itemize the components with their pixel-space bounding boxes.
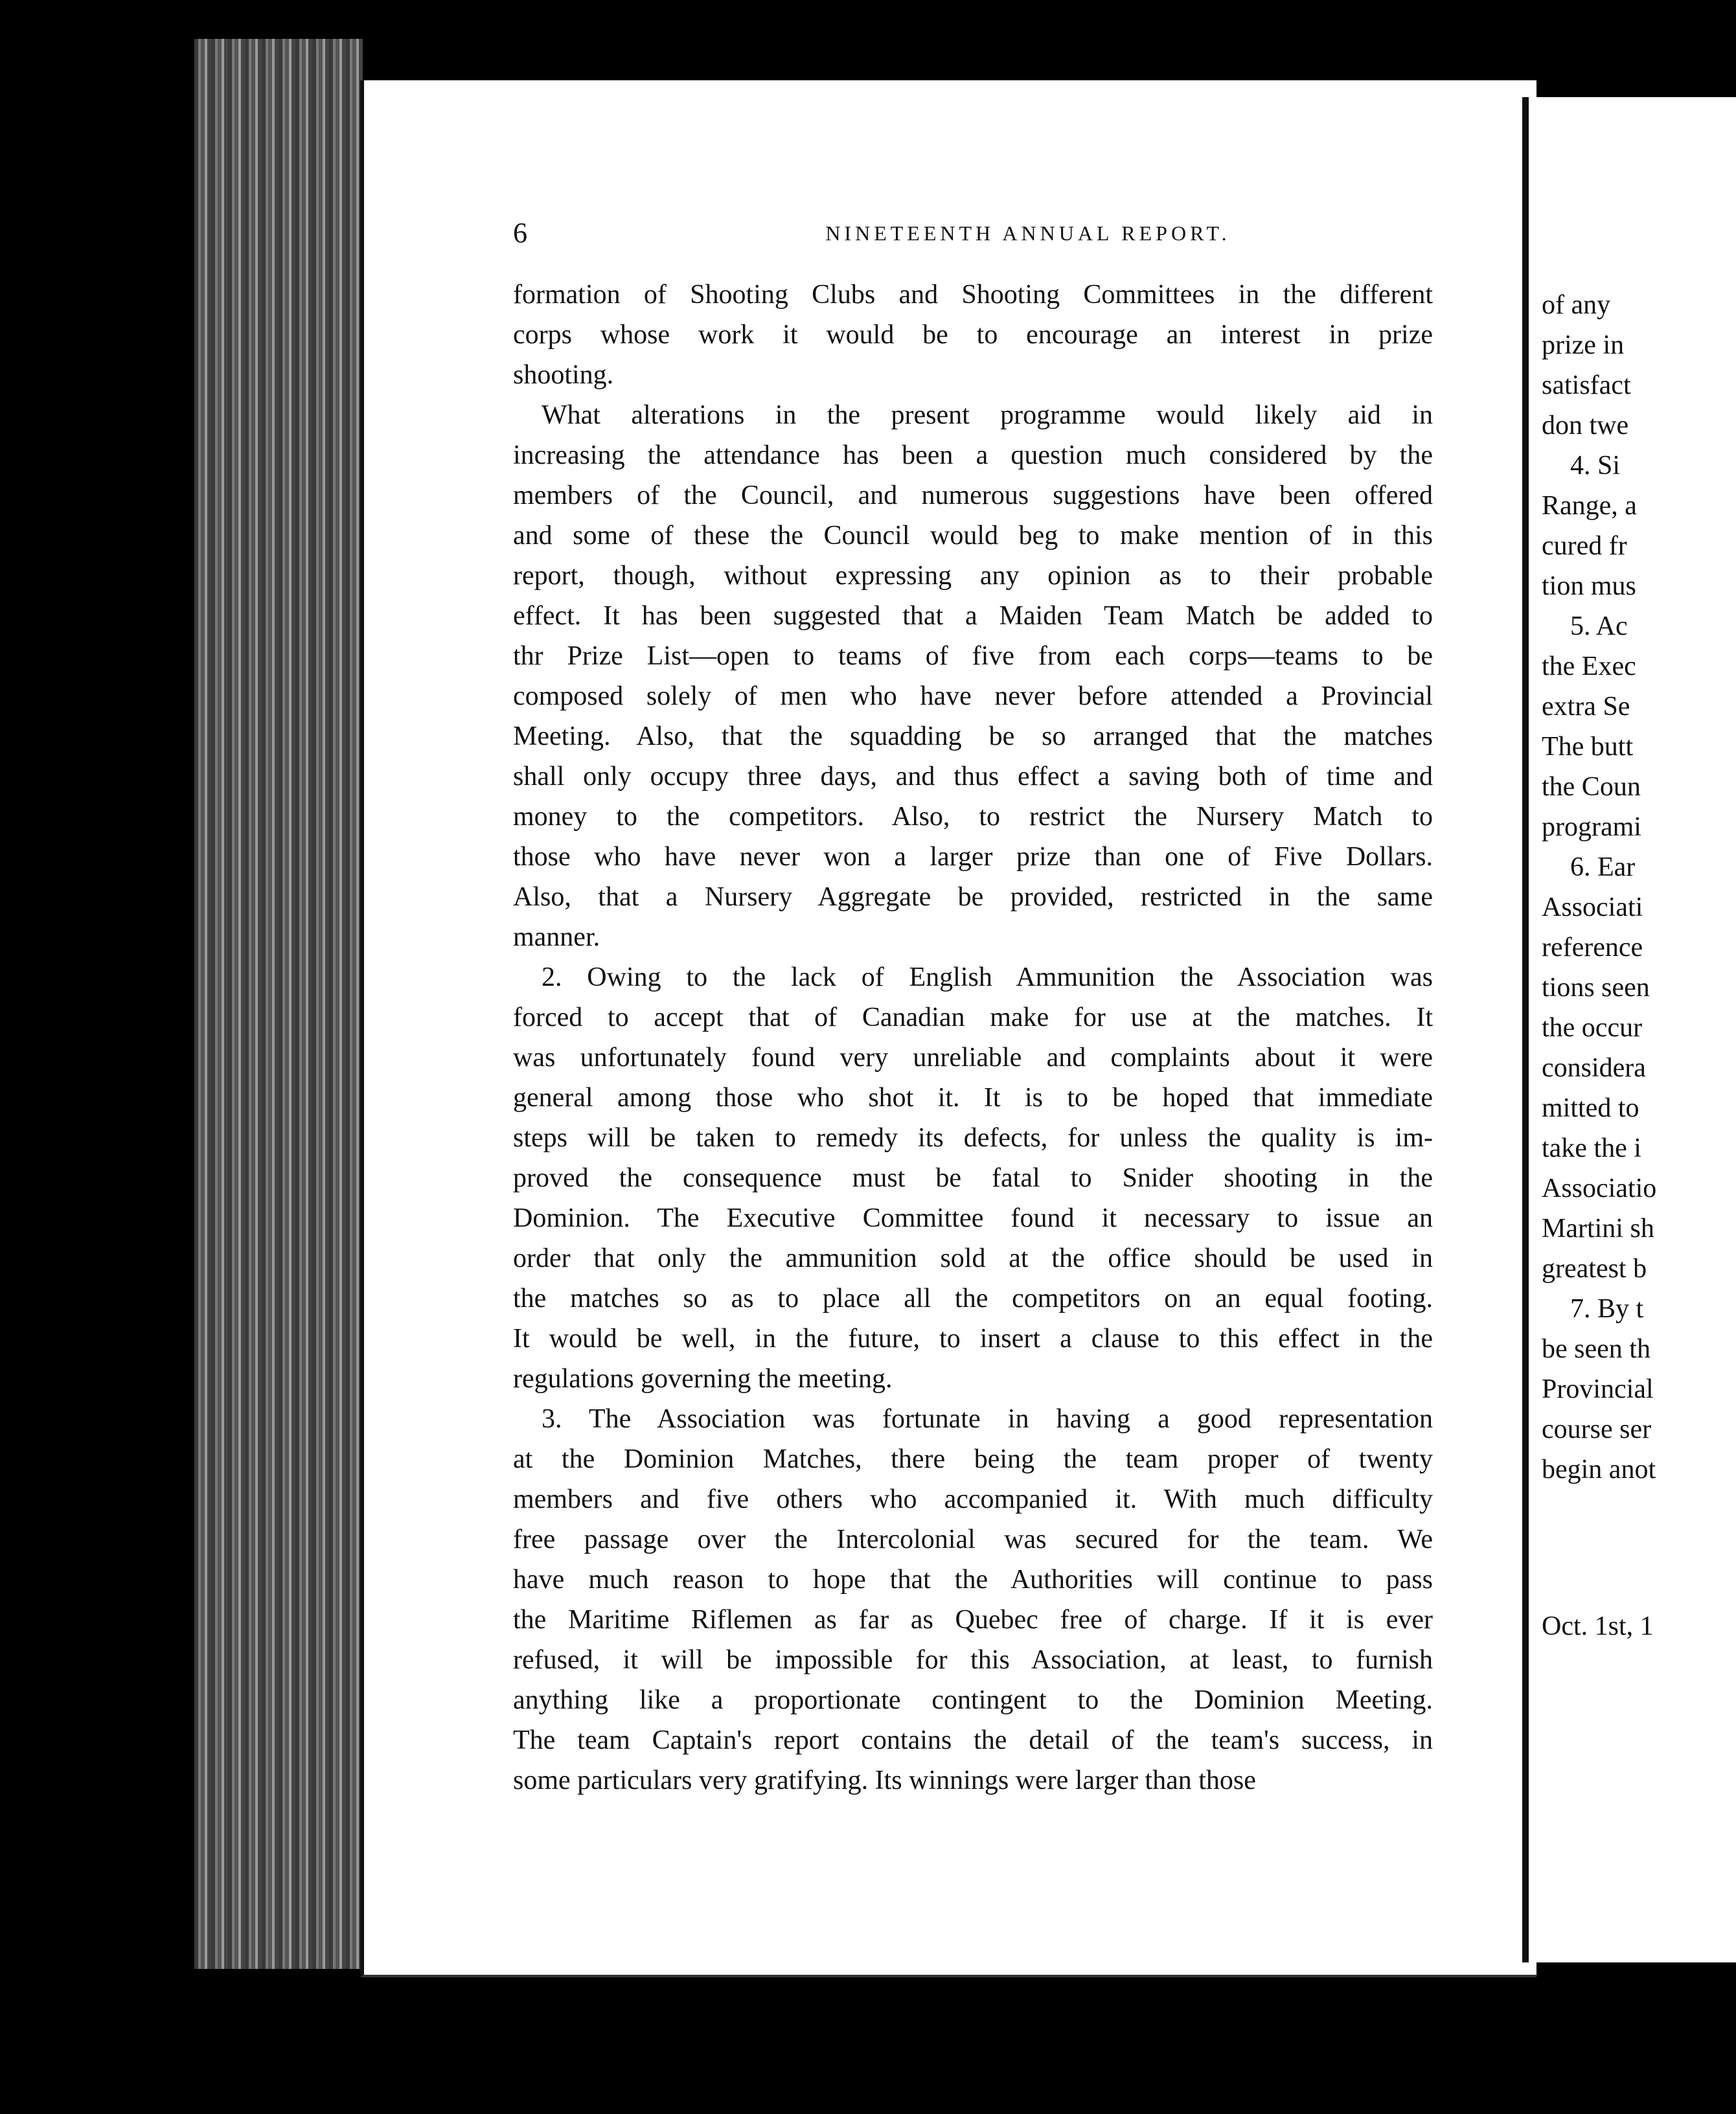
text-line: some particulars very gratifying. Its winnings were larger than those (513, 1766, 1256, 1795)
text-line: manner. (513, 922, 600, 952)
facing-text-line: 6. Ear (1570, 852, 1636, 882)
running-head (513, 216, 1543, 268)
facing-text-line: Range, a (1542, 491, 1637, 521)
text-line: and some of these the Council would beg to make mention of in this (513, 521, 1433, 551)
text-line: those who have never won a larger prize than one of Five Dollars. (513, 842, 1433, 872)
text-line: thr Prize List—open to teams of five from each corps—teams to be (513, 641, 1433, 671)
paragraph (513, 957, 1433, 1399)
facing-text-line: considera (1542, 1053, 1646, 1083)
text-line: report, though, without expressing any opinion as to their probable (513, 561, 1433, 591)
book-page-edges (194, 39, 363, 1969)
facing-text-line: be seen th (1542, 1334, 1650, 1364)
text-line: The team Captain's report contains the detail of the team's success, in (513, 1725, 1433, 1755)
facing-text-line: course ser (1542, 1415, 1652, 1444)
text-line: It would be well, in the future, to insert a clause to this effect in the (513, 1324, 1433, 1354)
facing-text-line: take the i (1542, 1133, 1641, 1163)
facing-text-line: satisfact (1542, 370, 1631, 400)
facing-page-text (1542, 285, 1736, 1646)
paragraph (513, 395, 1433, 957)
facing-text-line: begin anot (1542, 1455, 1656, 1484)
facing-text-line: programi (1542, 812, 1641, 842)
text-line: Meeting. Also, that the squadding be so arranged that the matches (513, 722, 1433, 751)
text-line: increasing the attendance has been a question much considered by the (513, 440, 1433, 470)
facing-date: Oct. 1st, 1 (1542, 1611, 1654, 1641)
text-line: Also, that a Nursery Aggregate be provided, restricted in the same (513, 882, 1433, 912)
text-line: Dominion. The Executive Committee found it necessary to issue an (513, 1203, 1433, 1233)
facing-text-line: tions seen (1542, 973, 1650, 1003)
text-line: was unfortunately found very unreliable and complaints about it were (513, 1043, 1433, 1073)
text-line: effect. It has been suggested that a Maiden Team Match be added to (513, 601, 1433, 631)
facing-text-line: The butt (1542, 732, 1634, 762)
text-line: forced to accept that of Canadian make for use at the matches. It (513, 1003, 1433, 1032)
facing-text-line: greatest b (1542, 1254, 1647, 1284)
facing-text-line: of any (1542, 290, 1611, 320)
text-line: shall only occupy three days, and thus effect a saving both of time and (513, 762, 1433, 791)
facing-text-line: extra Se (1542, 692, 1630, 722)
text-line: 2. Owing to the lack of English Ammunition the Association was (542, 962, 1433, 992)
facing-text-line: prize in (1542, 330, 1625, 360)
text-line: money to the competitors. Also, to restrict the Nursery Match to (513, 802, 1433, 832)
facing-text-line: tion mus (1542, 571, 1636, 601)
text-line: refused, it will be impossible for this Association, at least, to furnish (513, 1645, 1433, 1675)
text-line: at the Dominion Matches, there being the team proper of twenty (513, 1444, 1433, 1474)
text-line: shooting. (513, 360, 614, 390)
facing-text-line: 7. By t (1570, 1294, 1644, 1324)
facing-text-line: Provincial (1542, 1374, 1654, 1404)
facing-text-line: reference (1542, 933, 1643, 962)
facing-text-line: 4. Si (1570, 451, 1621, 481)
facing-text-line: Associatio (1542, 1174, 1657, 1203)
facing-text-line: Martini sh (1542, 1214, 1654, 1244)
text-line: members of the Council, and numerous suggestions have been offered (513, 481, 1433, 510)
paragraph (513, 275, 1433, 395)
facing-text-line: cured fr (1542, 531, 1627, 561)
text-line: free passage over the Intercolonial was secured for the team. We (513, 1525, 1433, 1554)
text-line: anything like a proportionate contingent to the Dominion Meeting. (513, 1685, 1433, 1715)
text-line: general among those who shot it. It is to be hoped that immediate (513, 1083, 1433, 1113)
text-line: members and five others who accompanied it. With much difficulty (513, 1484, 1433, 1514)
text-line: steps will be taken to remedy its defects, for unless the quality is im- (513, 1123, 1433, 1153)
text-line: order that only the ammunition sold at the office should be used in (513, 1244, 1433, 1273)
facing-text-line: don twe (1542, 411, 1629, 440)
text-line: the Maritime Riflemen as far as Quebec free of charge. If it is ever (513, 1605, 1433, 1635)
text-line: corps whose work it would be to encourage an interest in prize (513, 320, 1433, 350)
text-line: composed solely of men who have never before attended a Provincial (513, 681, 1433, 711)
text-line: formation of Shooting Clubs and Shooting Committees in the different (513, 280, 1433, 310)
text-line: proved the consequence must be fatal to Snider shooting in the (513, 1163, 1433, 1193)
text-line: the matches so as to place all the competitors on an equal footing. (513, 1284, 1433, 1313)
facing-text-line: mitted to (1542, 1093, 1639, 1123)
text-line: have much reason to hope that the Authorities will continue to pass (513, 1565, 1433, 1595)
text-line: What alterations in the present programme would likely aid in (542, 400, 1433, 430)
running-title: NINETEENTH ANNUAL REPORT. (825, 222, 1231, 245)
facing-text-line: Associati (1542, 892, 1643, 922)
left-page (360, 80, 1536, 1977)
facing-text-line: 5. Ac (1570, 611, 1628, 641)
facing-text-line: the occur (1542, 1013, 1643, 1043)
facing-text-line: the Coun (1542, 772, 1641, 802)
body-text (513, 275, 1433, 1801)
text-line: 3. The Association was fortunate in having a good representation (542, 1404, 1433, 1434)
facing-text-line: the Exec (1542, 652, 1636, 681)
facing-page (1522, 97, 1736, 1962)
text-line: regulations governing the meeting. (513, 1364, 893, 1394)
page-number: 6 (513, 217, 527, 249)
paragraph (513, 1399, 1433, 1801)
